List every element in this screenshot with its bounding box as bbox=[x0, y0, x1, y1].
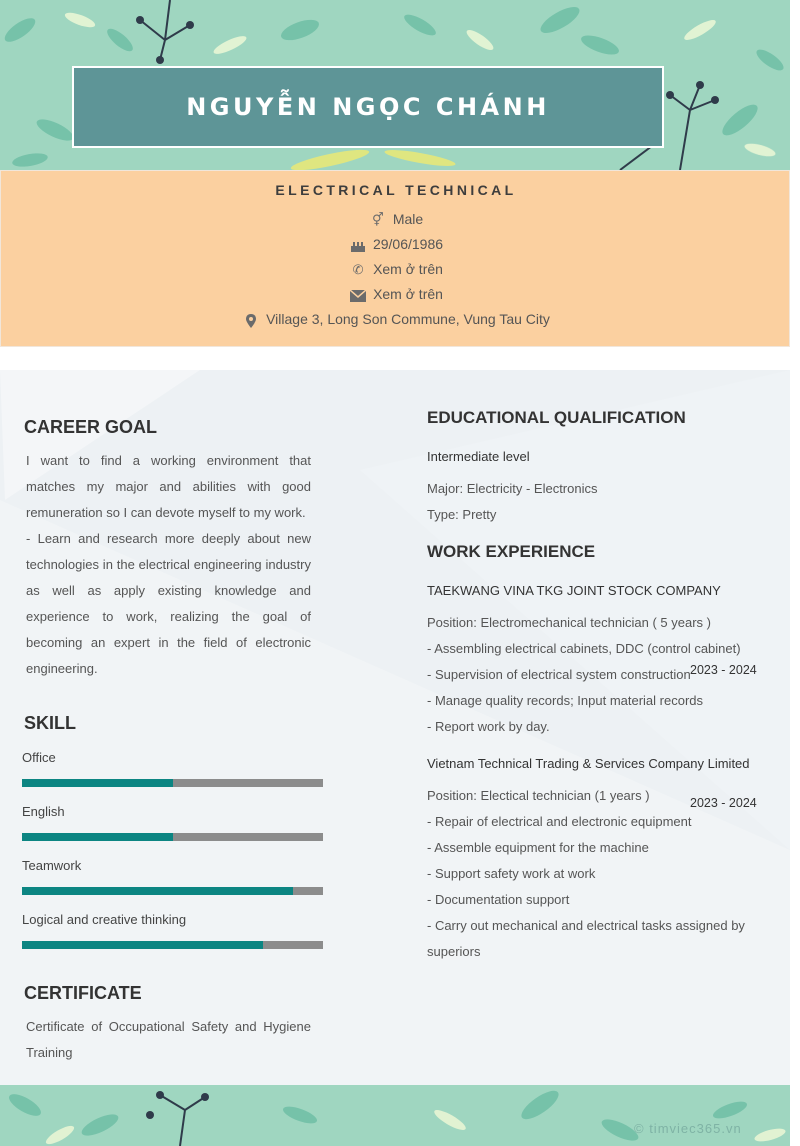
work-experience-heading: WORK EXPERIENCE bbox=[427, 542, 596, 561]
skill-bar bbox=[22, 887, 323, 895]
footer-banner bbox=[0, 1085, 790, 1146]
skill-heading: SKILL bbox=[24, 713, 76, 733]
job-title: ELECTRICAL TECHNICAL bbox=[275, 182, 517, 198]
skill-bar bbox=[22, 779, 323, 787]
job-duty: - Manage quality records; Input material records bbox=[427, 693, 704, 708]
certificate-heading: CERTIFICATE bbox=[24, 983, 142, 1003]
floral-decoration-icon bbox=[0, 1085, 790, 1146]
birthday-cake-icon bbox=[349, 238, 367, 253]
personal-info-section bbox=[0, 170, 790, 347]
education-major: Major: Electricity - Electronics bbox=[427, 481, 598, 496]
skill-label: Office bbox=[22, 750, 56, 765]
skill-bar bbox=[22, 833, 323, 841]
job-duty: - Documentation support bbox=[427, 892, 570, 907]
skill-bar-fill bbox=[22, 941, 263, 949]
job-duty: - Assemble equipment for the machine bbox=[427, 840, 649, 855]
career-goal-paragraph-2: - Learn and research more deeply about new technologies in the electrical engineering industry as well as apply existing knowledge and experience to work, realizing the goal of becoming an expert in the field of electronic engineering. bbox=[26, 531, 311, 676]
gender-row bbox=[1, 211, 791, 228]
career-goal-heading: CAREER GOAL bbox=[24, 417, 158, 437]
education-type: Type: Pretty bbox=[427, 507, 497, 522]
certificate-text: Certificate of Occupational Safety and Hygiene Training bbox=[26, 1019, 311, 1060]
name-banner bbox=[72, 66, 664, 148]
birthday-value: 29/06/1986 bbox=[372, 236, 444, 252]
address-row bbox=[1, 311, 791, 328]
address-value: Village 3, Long Son Commune, Vung Tau City bbox=[266, 311, 550, 327]
job-duty: - Carry out mechanical and electrical tasks assigned by superiors bbox=[427, 918, 745, 959]
phone-row bbox=[1, 261, 791, 278]
job-details bbox=[427, 783, 757, 965]
candidate-name: NGUYỄN NGỌC CHÁNH bbox=[186, 93, 550, 121]
map-pin-icon bbox=[242, 313, 260, 329]
envelope-icon bbox=[349, 288, 367, 303]
phone-icon: ✆ bbox=[352, 262, 364, 278]
job-duty: - Support safety work at work bbox=[427, 866, 596, 881]
watermark: © timviec365.vn bbox=[634, 1121, 742, 1136]
job-period: 2023 - 2024 bbox=[690, 663, 757, 677]
phone-value: Xem ở trên bbox=[373, 261, 443, 277]
job-period: 2023 - 2024 bbox=[690, 796, 757, 810]
company-name: TAEKWANG VINA TKG JOINT STOCK COMPANY bbox=[427, 583, 721, 598]
birthday-row bbox=[1, 236, 791, 253]
skill-label: English bbox=[22, 804, 65, 819]
education-heading: EDUCATIONAL QUALIFICATION bbox=[427, 408, 686, 427]
gender-icon: ⚥ bbox=[371, 212, 384, 228]
skill-label: Logical and creative thinking bbox=[22, 912, 187, 927]
email-row bbox=[1, 286, 791, 303]
job-duty: - Assembling electrical cabinets, DDC (control cabinet) bbox=[427, 641, 741, 656]
job-duty: - Supervision of electrical system construction bbox=[427, 667, 691, 682]
job-position: Position: Electical technician (1 years ) bbox=[427, 788, 650, 803]
skill-bar bbox=[22, 941, 323, 949]
skill-bar-fill bbox=[22, 833, 173, 841]
job-position: Position: Electromechanical technician ( 5 years ) bbox=[427, 615, 711, 630]
company-name: Vietnam Technical Trading & Services Company Limited bbox=[427, 756, 750, 771]
education-level: Intermediate level bbox=[427, 449, 530, 464]
career-goal-text bbox=[26, 448, 311, 682]
job-duty: - Repair of electrical and electronic equipment bbox=[427, 814, 692, 829]
gender-value: Male bbox=[392, 211, 424, 227]
career-goal-paragraph-1: I want to find a working environment that matches my major and abilities with good remuneration so I can devote myself to my work. bbox=[26, 453, 311, 520]
skill-bar-fill bbox=[22, 887, 293, 895]
email-value: Xem ở trên bbox=[373, 286, 443, 302]
skill-bar-fill bbox=[22, 779, 173, 787]
job-details bbox=[427, 610, 757, 740]
job-duty: - Report work by day. bbox=[427, 719, 550, 734]
skill-label: Teamwork bbox=[22, 858, 82, 873]
